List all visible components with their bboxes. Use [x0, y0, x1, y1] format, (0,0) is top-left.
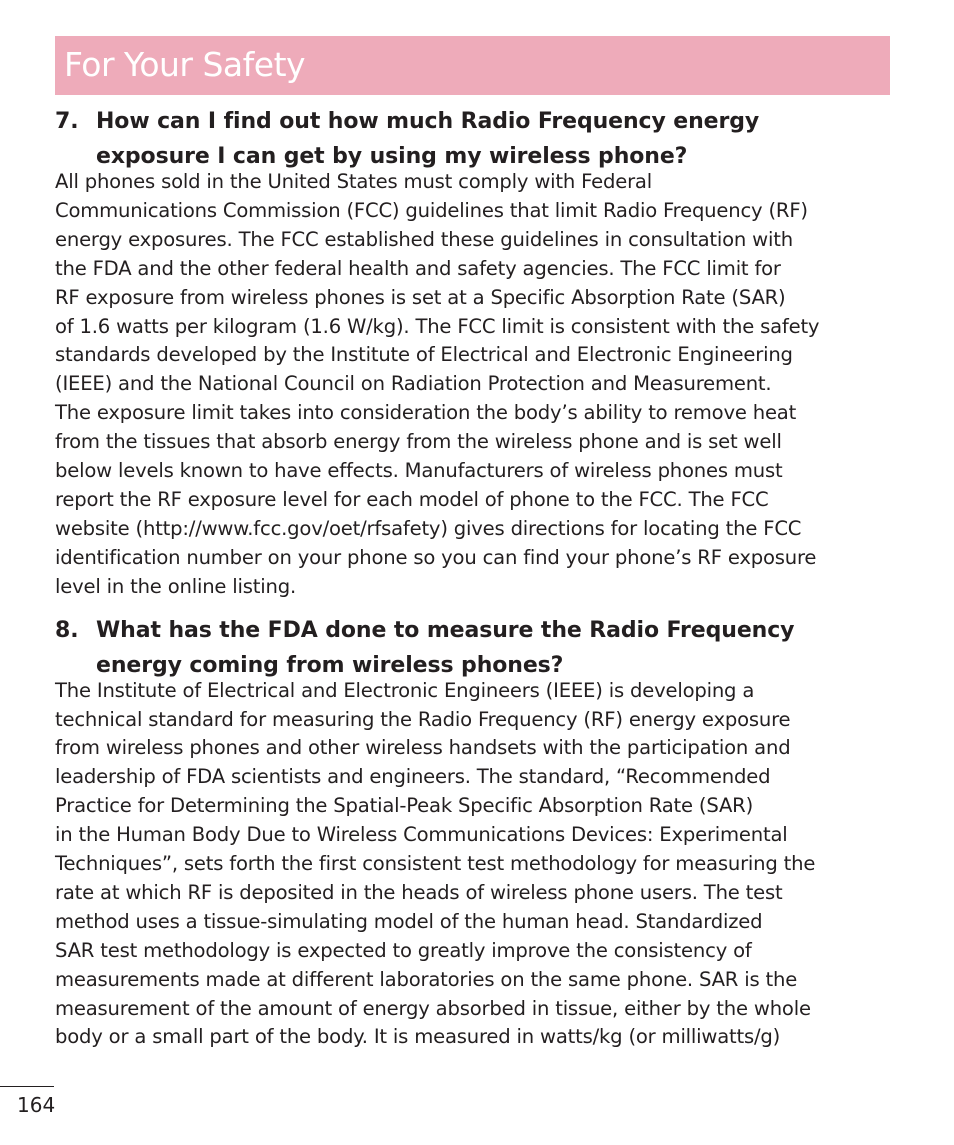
page-number: 164 — [17, 1093, 56, 1117]
answer-paragraph-8 — [55, 677, 895, 1053]
paragraph-line: body or a small part of the body. It is measured in watts/kg (or milliwatts/g) — [55, 1025, 781, 1049]
paragraph-line: report the RF exposure level for each model of phone to the FCC. The FCC — [55, 487, 769, 511]
question-heading-line: What has the FDA done to measure the Radio Frequency — [96, 617, 795, 643]
paragraph-line: measurements made at different laboratories on the same phone. SAR is the — [55, 967, 798, 991]
paragraph-line: method uses a tissue-simulating model of the human head. Standardized — [55, 909, 763, 933]
question-heading-line: energy coming from wireless phones? — [96, 652, 564, 678]
paragraph-line: from wireless phones and other wireless handsets with the participation and — [55, 736, 791, 760]
paragraph-line: rate at which RF is deposited in the heads of wireless phone users. The test — [55, 880, 783, 904]
paragraph-line: standards developed by the Institute of Electrical and Electronic Engineering — [55, 343, 793, 367]
paragraph-line: The exposure limit takes into consideration the body’s ability to remove heat — [55, 401, 797, 425]
question-heading-8 — [55, 613, 895, 683]
paragraph-line: below levels known to have effects. Manufacturers of wireless phones must — [55, 459, 783, 483]
paragraph-line: The Institute of Electrical and Electronic Engineers (IEEE) is developing a — [55, 678, 755, 702]
page-content — [55, 104, 895, 1052]
answer-paragraph-7 — [55, 168, 895, 602]
paragraph-line: measurement of the amount of energy absorbed in tissue, either by the whole — [55, 996, 811, 1020]
section-title: For Your Safety — [64, 45, 306, 84]
paragraph-line: leadership of FDA scientists and engineers. The standard, “Recommended — [55, 765, 771, 789]
question-heading-7 — [55, 104, 895, 174]
paragraph-line: technical standard for measuring the Radio Frequency (RF) energy exposure — [55, 707, 791, 731]
paragraph-line: website (http://www.fcc.gov/oet/rfsafety) gives directions for locating the FCC — [55, 516, 802, 540]
paragraph-line: of 1.6 watts per kilogram (1.6 W/kg). The FCC limit is consistent with the safety — [55, 314, 820, 338]
paragraph-line: in the Human Body Due to Wireless Communications Devices: Experimental — [55, 823, 788, 847]
section-header-banner — [55, 36, 890, 95]
paragraph-line: All phones sold in the United States must comply with Federal — [55, 170, 652, 193]
paragraph-line: Communications Commission (FCC) guidelines that limit Radio Frequency (RF) — [55, 198, 808, 222]
paragraph-line: Techniques”, sets forth the first consistent test methodology for measuring the — [55, 852, 816, 876]
paragraph-line: RF exposure from wireless phones is set at a Specific Absorption Rate (SAR) — [55, 285, 786, 309]
footer-divider — [0, 1086, 54, 1087]
question-heading-line: How can I find out how much Radio Frequency energy — [96, 109, 760, 134]
paragraph-line: the FDA and the other federal health and safety agencies. The FCC limit for — [55, 256, 781, 280]
question-number: 8. — [55, 617, 79, 643]
paragraph-line: energy exposures. The FCC established these guidelines in consultation with — [55, 227, 793, 251]
paragraph-line: from the tissues that absorb energy from the wireless phone and is set well — [55, 430, 782, 454]
question-heading-line: exposure I can get by using my wireless phone? — [96, 144, 688, 169]
paragraph-line: level in the online listing. — [55, 574, 296, 598]
paragraph-line: (IEEE) and the National Council on Radiation Protection and Measurement. — [55, 372, 772, 396]
question-number: 7. — [55, 109, 79, 134]
paragraph-line: SAR test methodology is expected to greatly improve the consistency of — [55, 938, 752, 962]
paragraph-line: identification number on your phone so you can find your phone’s RF exposure — [55, 545, 817, 569]
paragraph-line: Practice for Determining the Spatial-Peak Specific Absorption Rate (SAR) — [55, 794, 754, 818]
